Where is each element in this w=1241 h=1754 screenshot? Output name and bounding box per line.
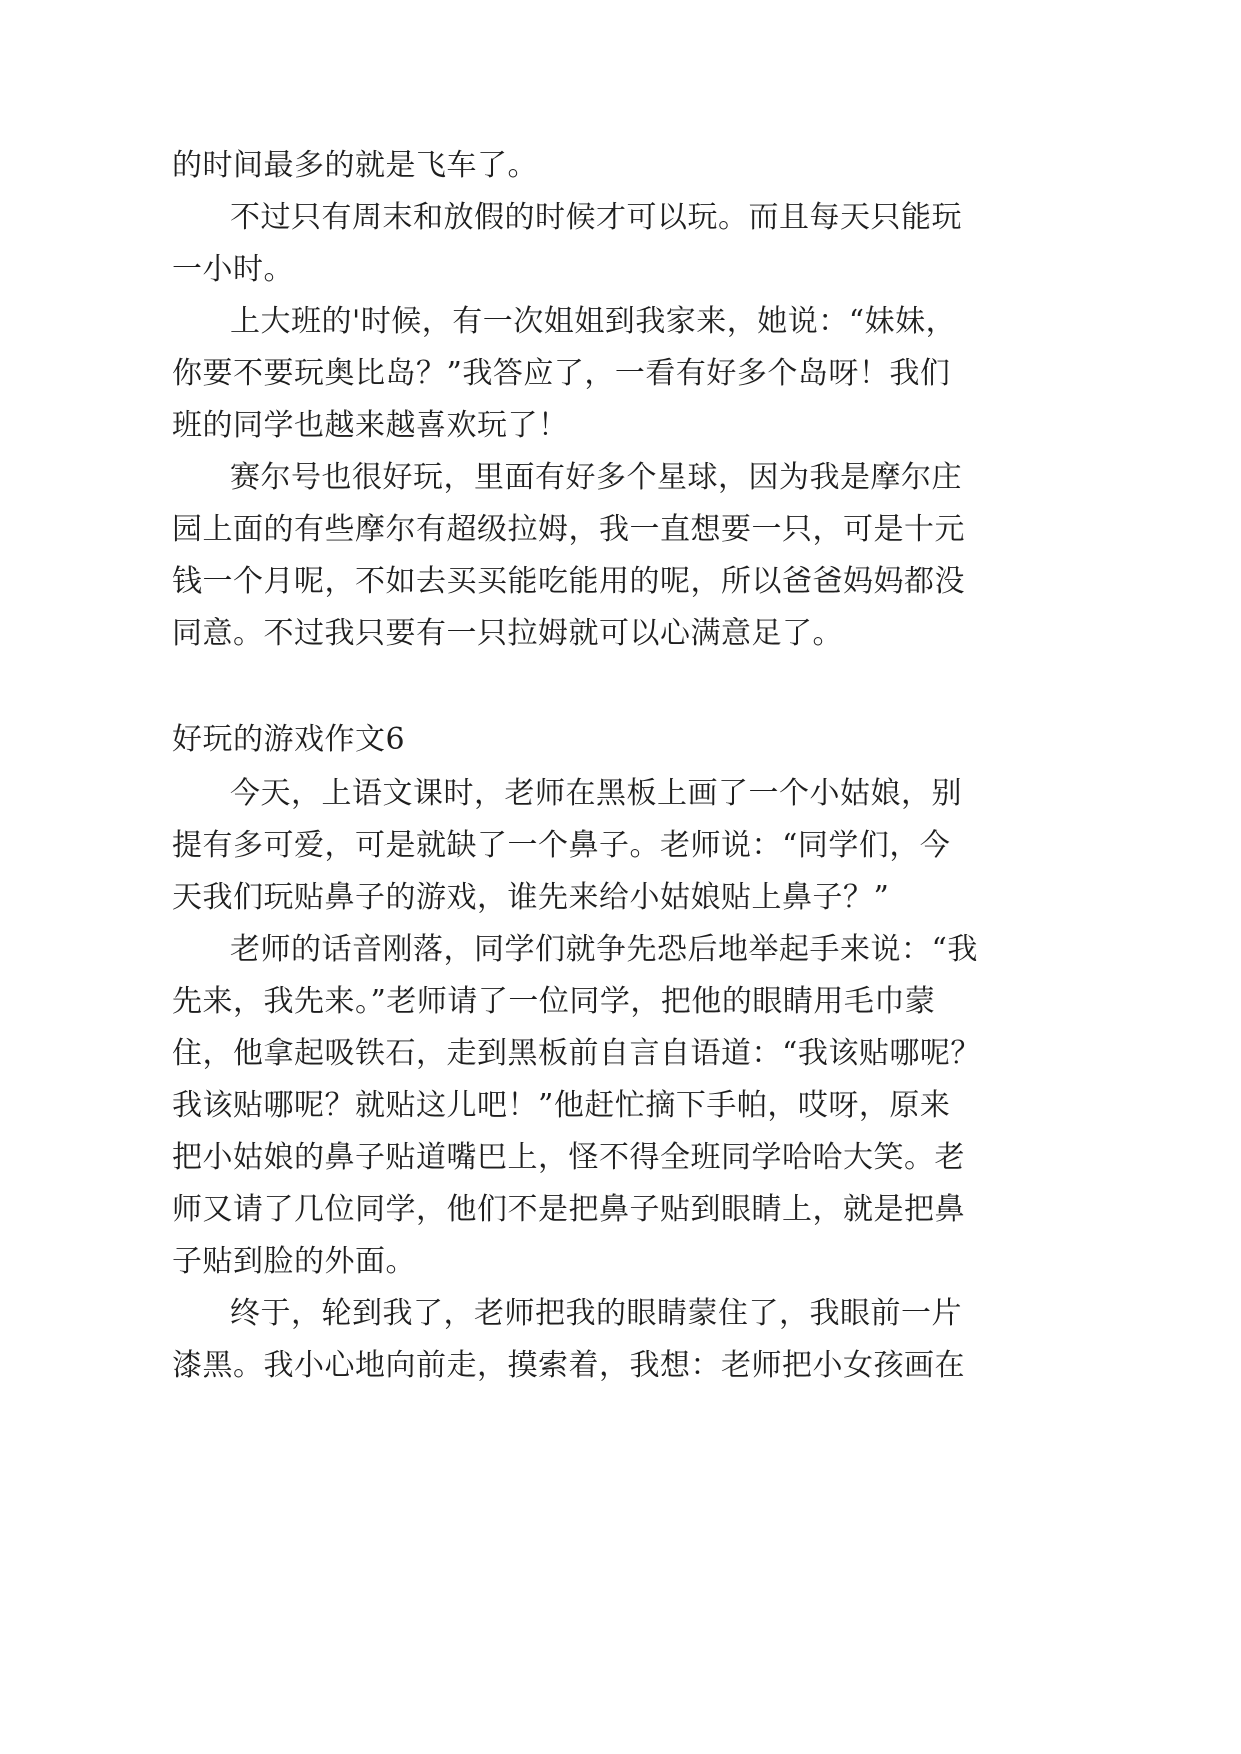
- paragraph-start: 终于，轮到我了，老师把我的眼睛蒙住了，我眼前一片: [230, 1296, 962, 1331]
- text-line: 一小时。: [172, 252, 294, 287]
- text-line: 班的同学也越来越喜欢玩了！: [172, 408, 569, 443]
- text-line: 漆黑。我小心地向前走，摸索着，我想：老师把小女孩画在: [172, 1348, 965, 1383]
- text-line: 先来，我先来。”老师请了一位同学，把他的眼睛用毛巾蒙: [172, 984, 936, 1019]
- text-line: 师又请了几位同学，他们不是把鼻子贴到眼睛上，就是把鼻: [172, 1192, 965, 1227]
- text-line: 住，他拿起吸铁石，走到黑板前自言自语道：“我该贴哪呢？: [172, 1036, 981, 1071]
- paragraph-start: 老师的话音刚落，同学们就争先恐后地举起手来说：“我: [230, 932, 978, 967]
- text-line: 我该贴哪呢？就贴这儿吧！”他赶忙摘下手帕，哎呀，原来: [172, 1088, 951, 1123]
- text-line: 提有多可爱，可是就缺了一个鼻子。老师说：“同学们，今: [172, 828, 951, 863]
- text-line: 天我们玩贴鼻子的游戏，谁先来给小姑娘贴上鼻子？”: [172, 880, 890, 915]
- text-line: 钱一个月呢，不如去买买能吃能用的呢，所以爸爸妈妈都没: [172, 564, 965, 599]
- text-line: 把小姑娘的鼻子贴道嘴巴上，怪不得全班同学哈哈大笑。老: [172, 1140, 965, 1175]
- text-line: 你要不要玩奥比岛？”我答应了，一看有好多个岛呀！我们: [172, 356, 951, 391]
- text-line: 的时间最多的就是飞车了。: [172, 148, 538, 183]
- paragraph-start: 不过只有周末和放假的时候才可以玩。而且每天只能玩: [230, 200, 962, 235]
- section-title: 好玩的游戏作文6: [172, 722, 406, 757]
- text-line: 子贴到脸的外面。: [172, 1244, 416, 1279]
- paragraph-start: 赛尔号也很好玩，里面有好多个星球，因为我是摩尔庄: [230, 460, 962, 495]
- text-line: 同意。不过我只要有一只拉姆就可以心满意足了。: [172, 616, 843, 651]
- text-line: 园上面的有些摩尔有超级拉姆，我一直想要一只，可是十元: [172, 512, 965, 547]
- paragraph-start: 上大班的'时候，有一次姐姐到我家来，她说：“妹妹，: [230, 304, 957, 339]
- paragraph-start: 今天，上语文课时，老师在黑板上画了一个小姑娘，别: [230, 776, 962, 811]
